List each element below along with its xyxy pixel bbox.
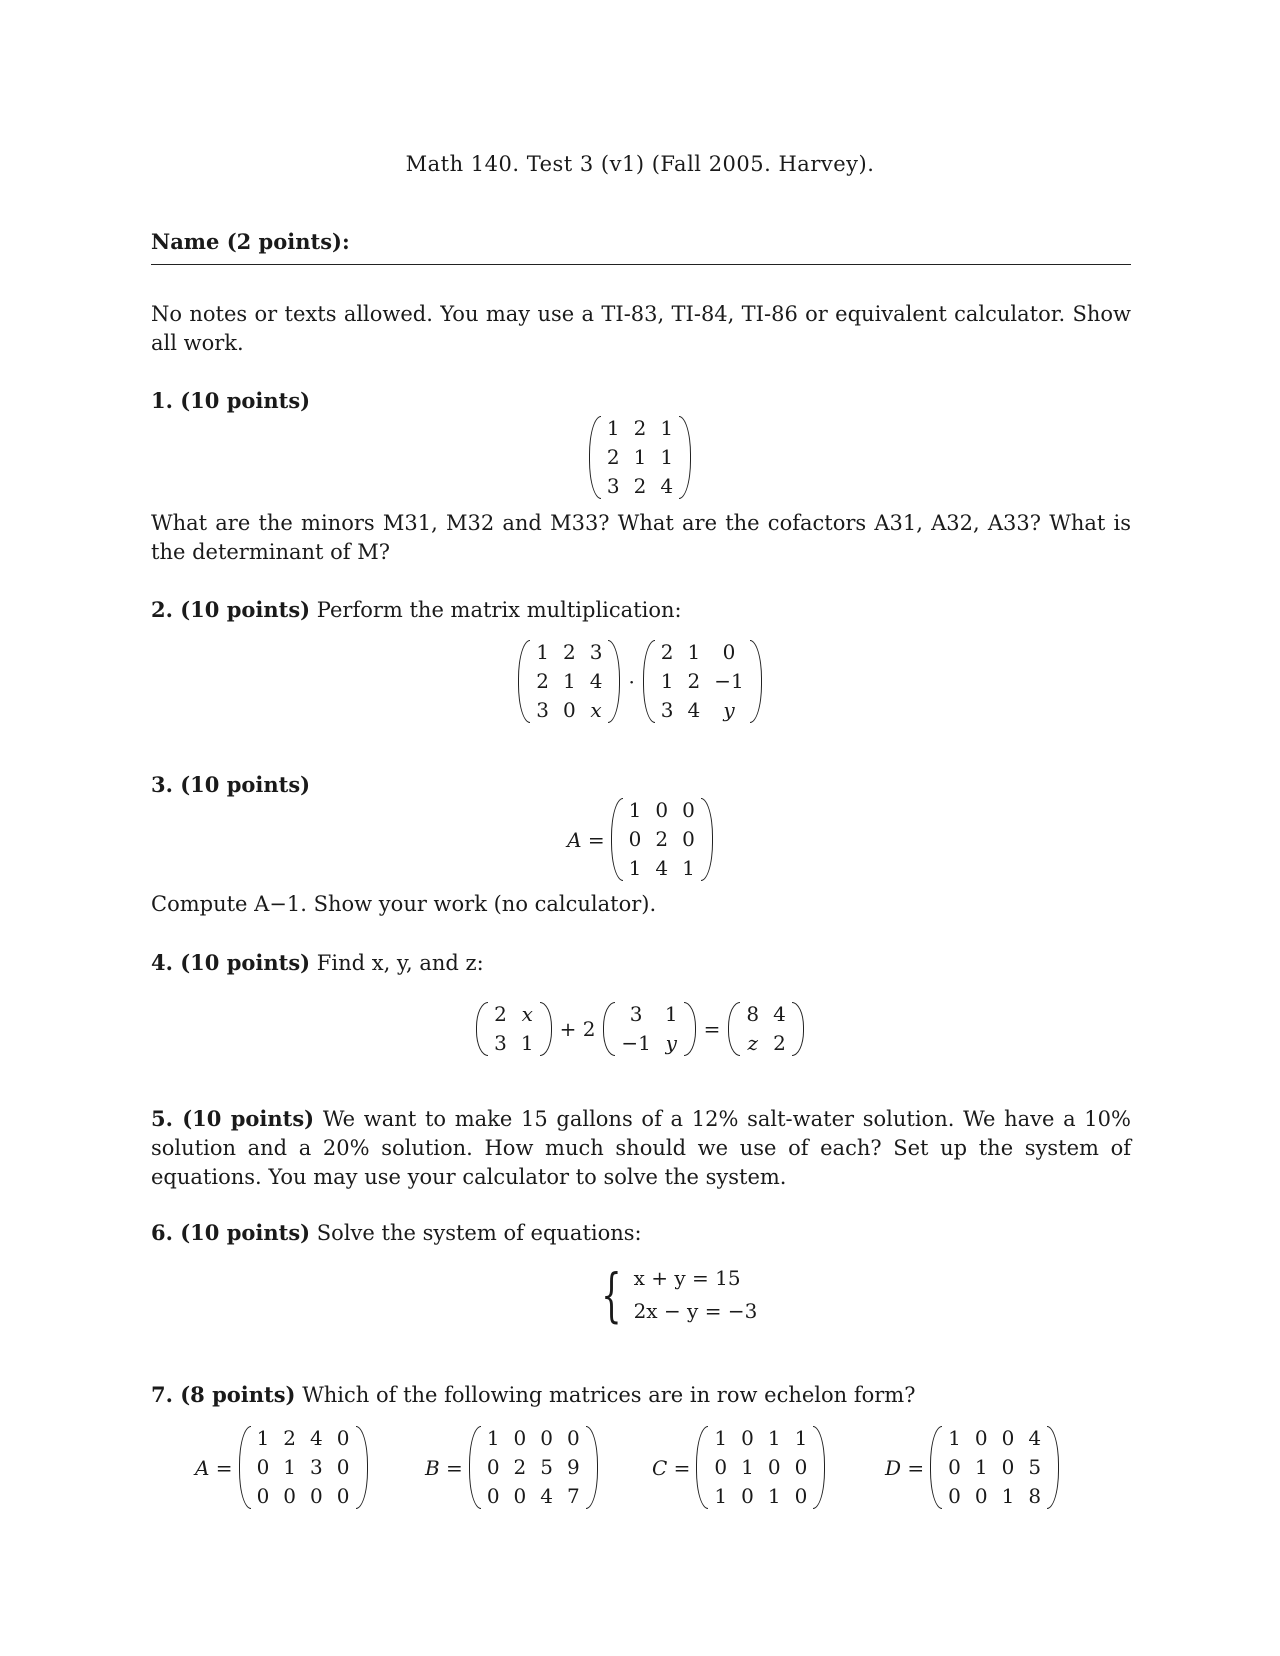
matrix-entry: 0 <box>1001 1426 1015 1450</box>
matrix-entry: 8 <box>746 1002 760 1026</box>
q7-b-name: B = <box>425 1455 463 1480</box>
q2-matrix-right <box>643 638 762 725</box>
q4-matrix-3 <box>728 1000 803 1058</box>
q6-eq1: x + y = 15 <box>633 1266 741 1290</box>
matrix-entry: 2 <box>655 827 669 851</box>
matrix-entry: 0 <box>1001 1455 1015 1479</box>
q4-equation <box>0 1000 1280 1058</box>
right-paren <box>792 1002 804 1056</box>
q3-matrix-row <box>0 796 1280 883</box>
q4-equals: = <box>703 1017 721 1041</box>
left-paren <box>643 640 655 723</box>
matrix-entry: 1 <box>660 669 674 693</box>
matrix-entry: 0 <box>682 798 695 822</box>
matrix-entry: 0 <box>567 1426 580 1450</box>
q7-text: Which of the following matrices are in row echelon form? <box>302 1383 916 1407</box>
q3-matrix-name: A = <box>567 827 605 852</box>
matrix-entry: 3 <box>660 698 674 722</box>
q2-matrix-row <box>0 638 1280 725</box>
matrix-entry: 1 <box>660 416 674 440</box>
matrix-entry: 1 <box>628 798 642 822</box>
matrix-entry: 2 <box>494 1002 507 1026</box>
q7-matrix-a-group <box>195 1424 368 1511</box>
page-title <box>0 152 1280 176</box>
matrix-entry: 0 <box>513 1484 527 1508</box>
q5-text: We want to make 15 gallons of a 12% salt-water solution. We have a 10% solution and a 20% solution. How much should we use of each? Set up the system of equations. You may use your calculator to solve the system. <box>151 1107 1131 1189</box>
q6-eq2: 2x − y = −3 <box>633 1299 758 1323</box>
matrix-entry: 0 <box>682 827 695 851</box>
matrix-entry: 0 <box>974 1426 988 1450</box>
right-paren <box>356 1426 368 1509</box>
q6-brace: { <box>600 1261 622 1329</box>
matrix-entry: x <box>521 1002 533 1026</box>
matrix-entry: 0 <box>283 1484 297 1508</box>
matrix-entry: 3 <box>494 1031 507 1055</box>
matrix-entry: 0 <box>741 1484 754 1508</box>
q1-matrix-row <box>0 414 1280 501</box>
matrix-entry: 1 <box>1001 1484 1015 1508</box>
matrix-entry: 0 <box>741 1426 754 1450</box>
instructions: No notes or texts allowed. You may use a TI-83, TI-84, TI-86 or equivalent calculator. Show all work. <box>151 302 1131 355</box>
matrix-entry: 1 <box>520 1031 534 1055</box>
q1-text: What are the minors M31, M32 and M33? What are the cofactors A31, A32, A33? What is the determinant of M? <box>151 511 1131 564</box>
matrix-entry: 0 <box>336 1426 350 1450</box>
q7-matrix-b <box>469 1424 598 1511</box>
matrix-entry: 4 <box>540 1484 554 1508</box>
matrix-entry: 0 <box>310 1484 323 1508</box>
matrix-entry: 1 <box>486 1426 500 1450</box>
q7-heading <box>151 1380 1131 1410</box>
matrix-entry: 1 <box>283 1455 297 1479</box>
q7-matrix-b-group <box>425 1424 598 1511</box>
q6-heading <box>151 1218 1131 1248</box>
right-paren <box>679 416 691 499</box>
matrix-entry: 0 <box>974 1484 988 1508</box>
right-paren <box>586 1426 598 1509</box>
matrix-entry: 0 <box>486 1455 500 1479</box>
left-paren <box>518 640 530 723</box>
matrix-entry: 0 <box>794 1455 808 1479</box>
right-paren <box>608 640 620 723</box>
q3-matrix <box>611 796 713 883</box>
matrix-entry: 0 <box>513 1426 527 1450</box>
left-paren <box>239 1426 251 1509</box>
matrix-entry: 2 <box>773 1031 786 1055</box>
q7-d-name: D = <box>885 1455 925 1480</box>
q5-label: 5. (10 points) <box>151 1106 315 1131</box>
right-paren <box>750 640 762 723</box>
matrix-entry: 4 <box>589 669 603 693</box>
right-paren <box>540 1002 552 1056</box>
matrix-entry: 0 <box>767 1455 781 1479</box>
matrix-entry: 4 <box>1028 1426 1042 1450</box>
matrix-entry: 1 <box>606 416 620 440</box>
matrix-entry: 2 <box>687 669 701 693</box>
matrix-entry: 1 <box>536 640 549 664</box>
matrix-entry: 1 <box>256 1426 270 1450</box>
q4-text: Find x, y, and z: <box>316 951 484 975</box>
matrix-entry: 1 <box>714 1484 728 1508</box>
matrix-entry: 0 <box>628 827 642 851</box>
matrix-entry: 3 <box>629 1002 643 1026</box>
matrix-entry: 0 <box>714 1455 728 1479</box>
matrix-entry: x <box>590 698 602 722</box>
matrix-entry: 0 <box>562 698 576 722</box>
q7-matrix-a <box>239 1424 368 1511</box>
q7-c-name: C = <box>652 1455 691 1480</box>
matrix-entry: 1 <box>682 856 695 880</box>
q2-heading <box>151 595 1131 625</box>
left-paren <box>696 1426 708 1509</box>
matrix-entry: z <box>747 1031 759 1055</box>
q2-operator: · <box>628 669 635 694</box>
right-paren <box>701 798 713 881</box>
name-line <box>151 264 1131 265</box>
matrix-entry: 1 <box>741 1455 754 1479</box>
matrix-entry: −1 <box>714 669 744 693</box>
matrix-entry: 1 <box>633 445 647 469</box>
matrix-entry: 2 <box>283 1426 297 1450</box>
matrix-entry: y <box>723 698 735 722</box>
matrix-entry: 0 <box>948 1484 961 1508</box>
left-paren <box>611 798 623 881</box>
matrix-entry: 0 <box>486 1484 500 1508</box>
matrix-entry: 4 <box>687 698 701 722</box>
matrix-entry: 0 <box>948 1455 961 1479</box>
q2-label: 2. (10 points) <box>151 597 311 622</box>
q7-a-name: A = <box>195 1455 233 1480</box>
q7-matrix-c-group <box>652 1424 825 1511</box>
left-paren <box>603 1002 615 1056</box>
matrix-entry: y <box>665 1031 677 1055</box>
q7-matrix-d <box>930 1424 1059 1511</box>
left-paren <box>469 1426 481 1509</box>
matrix-entry: 7 <box>567 1484 580 1508</box>
matrix-entry: 4 <box>655 856 669 880</box>
q7-label: 7. (8 points) <box>151 1382 296 1407</box>
matrix-entry: 1 <box>562 669 576 693</box>
matrix-entry: 2 <box>660 640 674 664</box>
q3-label: 3. (10 points) <box>151 772 311 797</box>
matrix-entry: 0 <box>336 1455 350 1479</box>
matrix-entry: 0 <box>794 1484 808 1508</box>
left-paren <box>728 1002 740 1056</box>
matrix-entry: 2 <box>562 640 576 664</box>
right-paren <box>1047 1426 1059 1509</box>
q4-label: 4. (10 points) <box>151 950 311 975</box>
name-label: Name (2 points): <box>151 229 350 254</box>
q7-matrix-c <box>696 1424 825 1511</box>
q4-plus: + 2 <box>559 1017 596 1041</box>
matrix-entry: 1 <box>687 640 701 664</box>
matrix-entry: 0 <box>256 1455 270 1479</box>
matrix-entry: 3 <box>606 474 620 498</box>
q1-label: 1. (10 points) <box>151 388 311 413</box>
right-paren <box>813 1426 825 1509</box>
matrix-entry: 0 <box>256 1484 270 1508</box>
q4-matrix-1 <box>476 1000 551 1058</box>
matrix-entry: 0 <box>655 798 669 822</box>
matrix-entry: 2 <box>633 416 647 440</box>
matrix-entry: 2 <box>606 445 620 469</box>
q1-matrix <box>589 414 691 501</box>
matrix-entry: 0 <box>722 640 736 664</box>
q7-matrix-d-group <box>885 1424 1059 1511</box>
matrix-entry: 1 <box>974 1455 988 1479</box>
matrix-entry: 3 <box>536 698 549 722</box>
matrix-entry: 5 <box>540 1455 554 1479</box>
matrix-entry: 3 <box>310 1455 323 1479</box>
matrix-entry: −1 <box>621 1031 651 1055</box>
q6-system <box>0 1262 1280 1328</box>
matrix-entry: 0 <box>336 1484 350 1508</box>
left-paren <box>589 416 601 499</box>
q2-matrix-left <box>518 638 620 725</box>
matrix-entry: 4 <box>310 1426 323 1450</box>
matrix-entry: 2 <box>536 669 549 693</box>
q6-equations <box>634 1262 758 1328</box>
matrix-entry: 1 <box>664 1002 678 1026</box>
matrix-entry: 2 <box>513 1455 527 1479</box>
matrix-entry: 0 <box>540 1426 554 1450</box>
left-paren <box>476 1002 488 1056</box>
matrix-entry: 1 <box>794 1426 808 1450</box>
left-paren <box>930 1426 942 1509</box>
matrix-entry: 4 <box>773 1002 786 1026</box>
matrix-entry: 1 <box>767 1426 781 1450</box>
title-text: Math 140. Test 3 (v1) (Fall 2005. Harvey). <box>405 152 875 176</box>
matrix-entry: 4 <box>660 474 674 498</box>
matrix-entry: 9 <box>567 1455 580 1479</box>
q4-heading <box>151 948 1131 978</box>
q2-text: Perform the matrix multiplication: <box>316 598 682 622</box>
matrix-entry: 1 <box>660 445 674 469</box>
matrix-entry: 8 <box>1028 1484 1042 1508</box>
matrix-entry: 2 <box>633 474 647 498</box>
q6-label: 6. (10 points) <box>151 1220 311 1245</box>
q5-block <box>151 1104 1131 1192</box>
q3-text: Compute A−1. Show your work (no calculator). <box>151 892 657 916</box>
matrix-entry: 1 <box>767 1484 781 1508</box>
right-paren <box>684 1002 696 1056</box>
matrix-entry: 1 <box>714 1426 728 1450</box>
matrix-entry: 1 <box>948 1426 961 1450</box>
q6-text: Solve the system of equations: <box>316 1221 642 1245</box>
matrix-entry: 5 <box>1028 1455 1042 1479</box>
q4-matrix-2 <box>603 1000 695 1058</box>
matrix-entry: 3 <box>589 640 603 664</box>
matrix-entry: 1 <box>628 856 642 880</box>
